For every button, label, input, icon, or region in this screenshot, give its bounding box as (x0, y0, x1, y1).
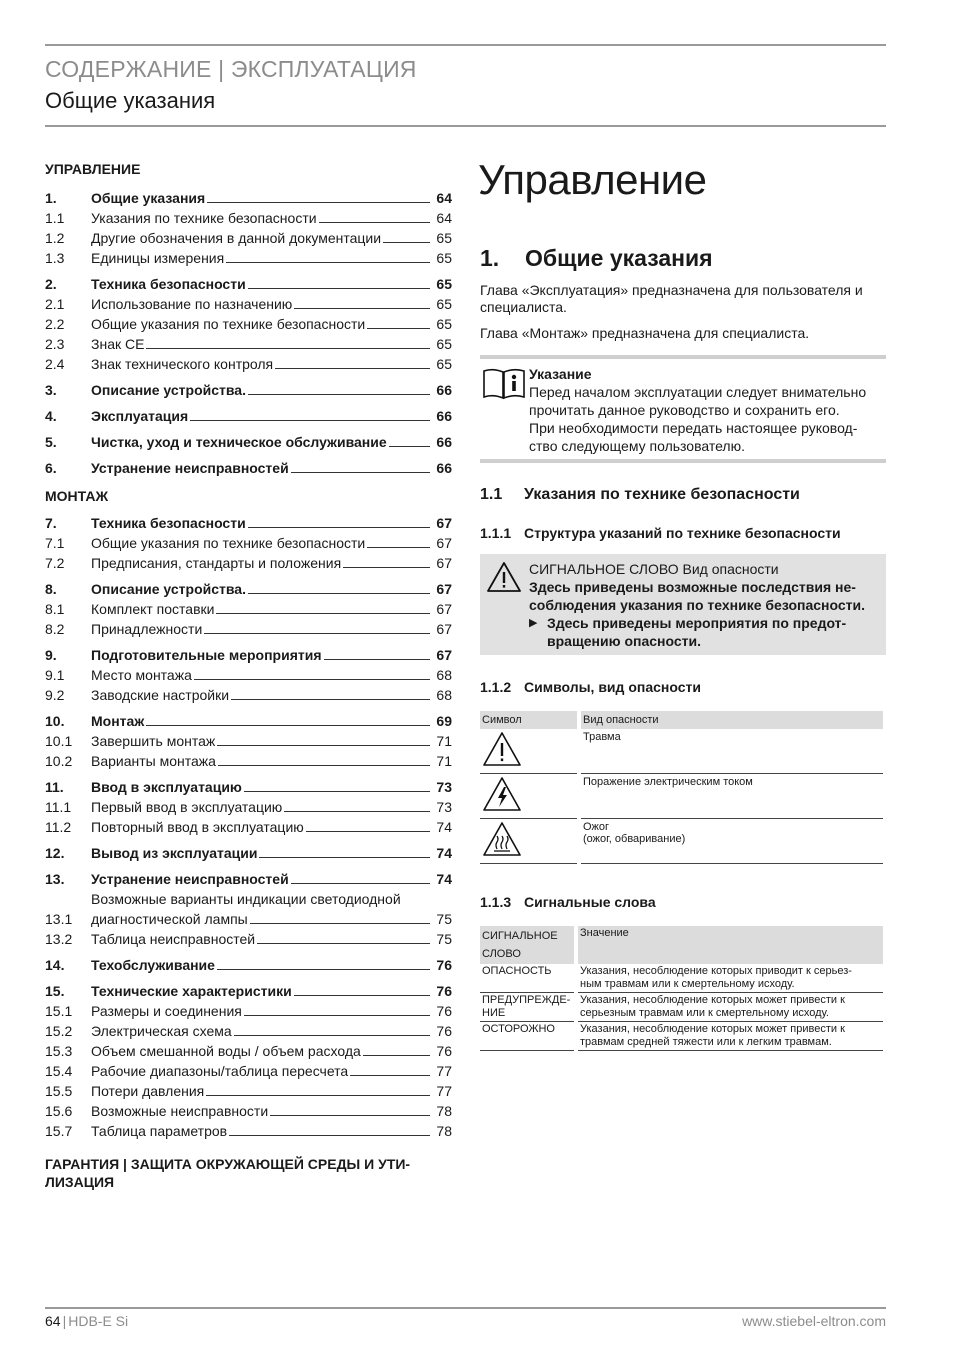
toc-entry-title: Заводские настройки (91, 687, 230, 703)
toc-entry-number: 13. (45, 871, 65, 887)
toc-leader (146, 725, 430, 726)
toc-entry-number: 15.6 (45, 1103, 73, 1119)
toc-group (45, 188, 452, 268)
page-header-title: СОДЕРЖАНИЕ | ЭКСПЛУАТАЦИЯ (45, 56, 417, 82)
toc-leader (383, 242, 430, 243)
table-cell: ОПАСНОСТЬ (480, 964, 574, 993)
toc-group (45, 645, 452, 705)
toc-entry-page: 65 (436, 276, 452, 292)
toc-entry[interactable] (45, 1041, 452, 1061)
toc-entry-number: 2.4 (45, 356, 65, 372)
toc-group (45, 711, 452, 771)
top-rule (45, 44, 886, 46)
toc-entry-title: Знак CE (91, 336, 145, 352)
toc-entry-title: Описание устройства. (91, 581, 246, 597)
toc-entry-title: Знак технического контроля (91, 356, 274, 372)
toc-entry-title: Предписания, стандарты и положения (91, 555, 342, 571)
toc-entry-number: 15.7 (45, 1123, 73, 1139)
toc-leader (363, 1055, 430, 1056)
toc-group (45, 869, 452, 949)
toc-entry-number: 10.2 (45, 753, 73, 769)
section-heading-1-1-2 (480, 679, 701, 695)
section-title: Структура указаний по технике безопасности (524, 525, 841, 541)
toc-entry[interactable] (45, 579, 452, 599)
toc-entry-number: 8.1 (45, 601, 65, 617)
toc-entry-page: 65 (436, 250, 452, 266)
toc-leader (248, 288, 430, 289)
toc-section-heading: ГАРАНТИЯ | ЗАЩИТА ОКРУЖАЮЩЕЙ СРЕДЫ И УТИ- (45, 1156, 411, 1172)
toc-entry-page: 65 (436, 356, 452, 372)
section-heading-1-1-3 (480, 894, 656, 910)
toc-entry[interactable] (45, 817, 452, 837)
table-header: СЛОВО (482, 948, 521, 960)
toc-entry-title: Техобслуживание (91, 957, 215, 973)
toc-entry-page: 66 (436, 382, 452, 398)
section-heading-1-1 (480, 486, 800, 504)
toc-entry[interactable] (45, 314, 452, 334)
table-header: СИГНАЛЬНОЕ (482, 930, 558, 942)
electric-shock-icon (482, 776, 522, 812)
toc-entry-number: 1.3 (45, 250, 65, 266)
toc-entry-page: 78 (436, 1103, 452, 1119)
toc-entry-page: 68 (436, 667, 452, 683)
toc-leader (244, 1015, 430, 1016)
toc-leader (350, 1075, 430, 1076)
toc-entry[interactable] (45, 685, 452, 705)
toc-entry-number: 1. (45, 190, 57, 206)
toc-entry[interactable] (45, 513, 452, 533)
toc-leader (275, 368, 430, 369)
toc-entry-number: 9. (45, 647, 57, 663)
toc-entry-title: Принадлежности (91, 621, 203, 637)
toc-entry-number: 15.2 (45, 1023, 73, 1039)
toc-entry[interactable] (45, 619, 452, 639)
toc-entry-page: 76 (436, 1023, 452, 1039)
toc-entry[interactable] (45, 1001, 452, 1021)
toc-entry[interactable] (45, 665, 452, 685)
section-number: 1.1.3 (480, 894, 512, 910)
table-header: Значение (578, 926, 883, 964)
toc-entry-number: 8.2 (45, 621, 65, 637)
toc-entry-page: 76 (436, 957, 452, 973)
toc-entry-title: Подготовительные мероприятия (91, 647, 322, 663)
toc-entry-page: 69 (436, 713, 452, 729)
footer-url: www.stiebel-eltron.com (742, 1313, 886, 1329)
toc-entry-number: 14. (45, 957, 65, 973)
toc-entry-number: 13.1 (45, 911, 73, 927)
warning-line: вращению опасности. (547, 633, 701, 649)
table-row (480, 1022, 883, 1051)
section-number: 1.1.2 (480, 679, 512, 695)
toc-entry-title: Единицы измерения (91, 250, 225, 266)
signal-words-table (480, 926, 883, 1051)
toc-entry-title: Устранение неисправностей (91, 460, 289, 476)
toc-entry-title: Таблица параметров (91, 1123, 228, 1139)
toc-entry[interactable] (45, 432, 452, 452)
table-cell: Указания, несоблюдение которых может привести к (580, 994, 845, 1006)
toc-entry[interactable] (45, 599, 452, 619)
toc-entry-number: 9.1 (45, 667, 65, 683)
toc-entry-number: 2.1 (45, 296, 65, 312)
toc-entry-number: 7.1 (45, 535, 65, 551)
toc-entry-page: 65 (436, 296, 452, 312)
toc-entry-number: 2.2 (45, 316, 65, 332)
toc-entry[interactable] (45, 553, 452, 573)
toc-leader (270, 1115, 430, 1116)
toc-entry-number: 3. (45, 382, 57, 398)
toc-entry[interactable] (45, 731, 452, 751)
toc-entry-page: 64 (436, 190, 452, 206)
page-header-subtitle: Общие указания (45, 88, 216, 113)
toc-leader (146, 348, 430, 349)
toc-entry-page: 66 (436, 434, 452, 450)
toc-leader (367, 328, 430, 329)
toc-entry-title: Общие указания по технике безопасности (91, 316, 366, 332)
toc-entry-number: 2.3 (45, 336, 65, 352)
toc-entry-title: Возможные неисправности (91, 1103, 269, 1119)
toc-entry-page: 67 (436, 515, 452, 531)
paragraph-2: Глава «Монтаж» предназначена для специалиста. (480, 325, 810, 341)
toc-entry-page: 67 (436, 555, 452, 571)
toc-entry[interactable] (45, 955, 452, 975)
toc-group (45, 458, 452, 478)
toc-entry[interactable] (45, 751, 452, 771)
toc-entry-title: Первый ввод в эксплуатацию (91, 799, 283, 815)
toc-leader (207, 202, 430, 203)
toc-group (45, 274, 452, 374)
toc-entry[interactable] (45, 889, 452, 929)
toc-entry-page: 67 (436, 647, 452, 663)
toc-entry-page: 77 (436, 1083, 452, 1099)
table-row (480, 993, 883, 1022)
toc-leader (248, 593, 430, 594)
toc-entry-title: Повторный ввод в эксплуатацию (91, 819, 304, 835)
toc-entry[interactable] (45, 533, 452, 553)
toc-entry-title: Электрическая схема (91, 1023, 232, 1039)
toc-entry-number: 10.1 (45, 733, 73, 749)
toc-entry-title: Завершить монтаж (91, 733, 216, 749)
toc-entry[interactable] (45, 248, 452, 268)
toc-entry-number: 7. (45, 515, 57, 531)
toc-entry-page: 74 (436, 871, 452, 887)
toc-entry[interactable] (45, 777, 452, 797)
toc-entry-title: Место монтажа (91, 667, 192, 683)
toc-entry[interactable] (45, 406, 452, 426)
toc-entry[interactable] (45, 1081, 452, 1101)
toc-entry-number: 15.1 (45, 1003, 73, 1019)
toc-leader (234, 1035, 430, 1036)
chapter-title: Управление (478, 156, 707, 203)
toc-entry-page: 77 (436, 1063, 452, 1079)
toc-entry-page: 74 (436, 845, 452, 861)
warning-line: Здесь приведены возможные последствия не- (529, 579, 856, 595)
note-line: При необходимости передать настоящее руковод- (529, 420, 858, 436)
toc-group (45, 432, 452, 452)
toc-entry-number: 4. (45, 408, 57, 424)
toc-entry[interactable] (45, 228, 452, 248)
toc-entry-number: 8. (45, 581, 57, 597)
toc-entry-title: Использование по назначению (91, 296, 293, 312)
toc-entry-title: Описание устройства. (91, 382, 246, 398)
page-number: 64 (45, 1313, 61, 1329)
toc-entry[interactable] (45, 869, 452, 889)
table-cell: ным травмам или к смертельному исходу. (580, 978, 795, 990)
toc-entry-title: Варианты монтажа (91, 753, 216, 769)
toc-leader (306, 831, 430, 832)
toc-leader (291, 472, 430, 473)
note-box (480, 355, 886, 463)
toc-entry-title: Вывод из эксплуатации (91, 845, 258, 861)
note-line: прочитать данное руководство и сохранить его. (529, 402, 840, 418)
toc-entry-number: 9.2 (45, 687, 65, 703)
toc-entry-number: 11.1 (45, 799, 72, 815)
toc-entry-title: Техника безопасности (91, 276, 246, 292)
toc-entry-title: Общие указания по технике безопасности (91, 535, 366, 551)
section-number: 1. (480, 245, 500, 271)
table-cell: ПРЕДУПРЕЖДЕ- (482, 994, 571, 1006)
toc-entry-page: 73 (436, 799, 452, 815)
model-name: HDB-E Si (68, 1313, 129, 1329)
warning-triangle-icon (486, 561, 522, 593)
toc-leader (204, 633, 430, 634)
toc-entry-page: 67 (436, 621, 452, 637)
table-of-contents (45, 160, 452, 1191)
toc-entry[interactable] (45, 711, 452, 731)
toc-entry-number: 1.1 (45, 210, 65, 226)
toc-entry-page: 67 (436, 535, 452, 551)
toc-entry-title: Объем смешанной воды / объем расхода (91, 1043, 361, 1059)
toc-entry-page: 76 (436, 1003, 452, 1019)
toc-entry-number: 1.2 (45, 230, 65, 246)
table-header: Символ (480, 711, 577, 729)
toc-entry-title: Монтаж (91, 713, 145, 729)
toc-entry[interactable] (45, 981, 452, 1001)
toc-group (45, 777, 452, 837)
toc-entry[interactable] (45, 645, 452, 665)
table-cell: Поражение электрическим током (581, 774, 883, 819)
section-title: Сигнальные слова (524, 894, 656, 910)
toc-leader (248, 527, 430, 528)
toc-leader (343, 567, 430, 568)
table-cell: травмам средней тяжести или к легким травмам. (580, 1036, 832, 1048)
warning-line: соблюдения указания по технике безопасности. (529, 597, 865, 613)
table-cell: серьезным травмам или к смертельному исходу. (580, 1007, 829, 1019)
note-line: Перед началом эксплуатации следует внимательно (529, 384, 867, 400)
section-number: 1.1 (480, 486, 503, 503)
table-header: Вид опасности (581, 711, 883, 729)
toc-leader (257, 943, 430, 944)
toc-entry-page: 67 (436, 601, 452, 617)
table-cell: Указания, несоблюдение которых может привести к (580, 1023, 845, 1035)
toc-leader (389, 446, 430, 447)
toc-entry-title: Другие обозначения в данной документации (91, 230, 382, 246)
toc-entry-number: 15.3 (45, 1043, 73, 1059)
toc-entry[interactable] (45, 458, 452, 478)
toc-entry-page: 65 (436, 316, 452, 332)
toc-entry-title: Общие указания (91, 190, 206, 206)
toc-leader (190, 420, 430, 421)
toc-entry-number: 15.5 (45, 1083, 73, 1099)
toc-entry-page: 75 (436, 911, 452, 927)
toc-entry-title: Указания по технике безопасности (91, 210, 317, 226)
toc-entry-number: 11. (45, 779, 64, 795)
toc-entry[interactable] (45, 797, 452, 817)
toc-leader (291, 883, 430, 884)
paragraph-1: Глава «Эксплуатация» предназначена для пользователя и специалиста. (480, 282, 863, 315)
toc-entry[interactable] (45, 274, 452, 294)
toc-entry-number: 12. (45, 845, 65, 861)
toc-section-heading: УПРАВЛЕНИЕ (45, 161, 141, 177)
toc-entry-page: 71 (436, 733, 452, 749)
table-row (480, 774, 883, 819)
toc-entry[interactable] (45, 334, 452, 354)
toc-entry-page: 66 (436, 408, 452, 424)
table-row (480, 729, 883, 774)
section-heading-1-1-1 (480, 525, 841, 541)
toc-entry-number: 11.2 (45, 819, 72, 835)
toc-entry-page: 74 (436, 819, 452, 835)
toc-leader (259, 857, 430, 858)
toc-entry-number: 13.2 (45, 931, 73, 947)
toc-entry[interactable] (45, 843, 452, 863)
toc-entry-page: 78 (436, 1123, 452, 1139)
toc-entry-number: 5. (45, 434, 57, 450)
table-cell: ОСТОРОЖНО (480, 1022, 574, 1051)
toc-leader (367, 547, 430, 548)
toc-entry-number: 7.2 (45, 555, 65, 571)
table-cell: Указания, несоблюдение которых приводит к серьез- (580, 965, 852, 977)
toc-entry-title-cont: диагностической лампы (91, 911, 248, 927)
warning-triangle-icon (482, 731, 522, 767)
toc-entry-title: Ввод в эксплуатацию (91, 779, 242, 795)
toc-entry-number: 15.4 (45, 1063, 73, 1079)
toc-group (45, 380, 452, 400)
toc-entry-page: 65 (436, 230, 452, 246)
toc-entry[interactable] (45, 1101, 452, 1121)
toc-entry[interactable] (45, 929, 452, 949)
toc-entry-number: 2. (45, 276, 57, 292)
note-line: ство следующему пользователю. (529, 438, 745, 454)
toc-entry-title: Возможные варианты индикации светодиодной (91, 891, 401, 907)
footer-separator: | (62, 1313, 67, 1329)
toc-leader (217, 745, 430, 746)
toc-leader (226, 262, 430, 263)
toc-entry-page: 76 (436, 1043, 452, 1059)
toc-entry-page: 71 (436, 753, 452, 769)
warning-line: Здесь приведены мероприятия по предот- (547, 615, 847, 631)
toc-entry-page: 76 (436, 983, 452, 999)
footer-rule (45, 1307, 886, 1309)
toc-leader (294, 308, 430, 309)
toc-entry-page: 75 (436, 931, 452, 947)
toc-group (45, 955, 452, 975)
toc-section-heading-cont: ЛИЗАЦИЯ (45, 1174, 115, 1190)
arrow-right-icon: ▶ (529, 617, 538, 629)
section-title: Символы, вид опасности (524, 679, 701, 695)
toc-entry-number: 15. (45, 983, 65, 999)
toc-entry[interactable] (45, 294, 452, 314)
toc-group (45, 406, 452, 426)
toc-entry-page: 66 (436, 460, 452, 476)
section-title: Общие указания (525, 245, 713, 271)
hot-surface-icon (482, 821, 522, 857)
toc-entry-title: Таблица неисправностей (91, 931, 256, 947)
toc-leader (218, 765, 430, 766)
toc-section-heading: МОНТАЖ (45, 488, 109, 504)
toc-leader (217, 969, 430, 970)
toc-leader (284, 811, 430, 812)
toc-leader (206, 1095, 430, 1096)
section-heading-1 (480, 245, 713, 272)
toc-leader (250, 923, 430, 924)
section-title: Указания по технике безопасности (524, 486, 800, 503)
toc-entry-title: Устранение неисправностей (91, 871, 289, 887)
warning-box (480, 554, 886, 655)
table-cell: НИЕ (482, 1007, 506, 1019)
toc-leader (231, 699, 430, 700)
book-info-icon (483, 368, 525, 400)
toc-leader (319, 222, 430, 223)
toc-leader (229, 1135, 430, 1136)
toc-entry-number: 10. (45, 713, 65, 729)
footer-left (45, 1313, 128, 1329)
toc-entry[interactable] (45, 1021, 452, 1041)
symbols-table (480, 711, 883, 864)
table-cell: (ожог, обваривание) (583, 833, 686, 845)
toc-entry-page: 65 (436, 336, 452, 352)
toc-entry-title: Рабочие диапазоны/таблица пересчета (91, 1063, 349, 1079)
toc-entry[interactable] (45, 188, 452, 208)
warning-signal-line: СИГНАЛЬНОЕ СЛОВО Вид опасности (529, 561, 779, 577)
toc-entry-page: 73 (436, 779, 452, 795)
toc-entry[interactable] (45, 1121, 452, 1141)
toc-group (45, 843, 452, 863)
toc-leader (294, 995, 430, 996)
header-rule (45, 125, 886, 127)
toc-entry-title: Размеры и соединения (91, 1003, 242, 1019)
toc-leader (244, 791, 430, 792)
section-number: 1.1.1 (480, 525, 512, 541)
toc-entry-page: 67 (436, 581, 452, 597)
toc-entry[interactable] (45, 1061, 452, 1081)
table-cell: Травма (581, 729, 883, 774)
toc-entry[interactable] (45, 208, 452, 228)
toc-group (45, 981, 452, 1141)
toc-entry[interactable] (45, 354, 452, 374)
toc-group (45, 513, 452, 573)
toc-entry-page: 64 (436, 210, 452, 226)
toc-entry-title: Потери давления (91, 1083, 205, 1099)
toc-entry-title: Чистка, уход и техническое обслуживание (91, 434, 387, 450)
toc-entry[interactable] (45, 380, 452, 400)
table-cell: Ожог (583, 821, 610, 833)
toc-entry-page: 68 (436, 687, 452, 703)
toc-entry-title: Эксплуатация (91, 408, 189, 424)
toc-entry-title: Комплект поставки (91, 601, 215, 617)
toc-entry-number: 6. (45, 460, 57, 476)
toc-entry-title: Технические характеристики (91, 983, 292, 999)
toc-leader (324, 659, 431, 660)
toc-leader (194, 679, 430, 680)
note-title: Указание (529, 366, 592, 382)
toc-group (45, 579, 452, 639)
toc-leader (248, 394, 430, 395)
toc-entry-title: Техника безопасности (91, 515, 246, 531)
table-row (480, 819, 883, 864)
toc-leader (216, 613, 430, 614)
table-row (480, 964, 883, 993)
